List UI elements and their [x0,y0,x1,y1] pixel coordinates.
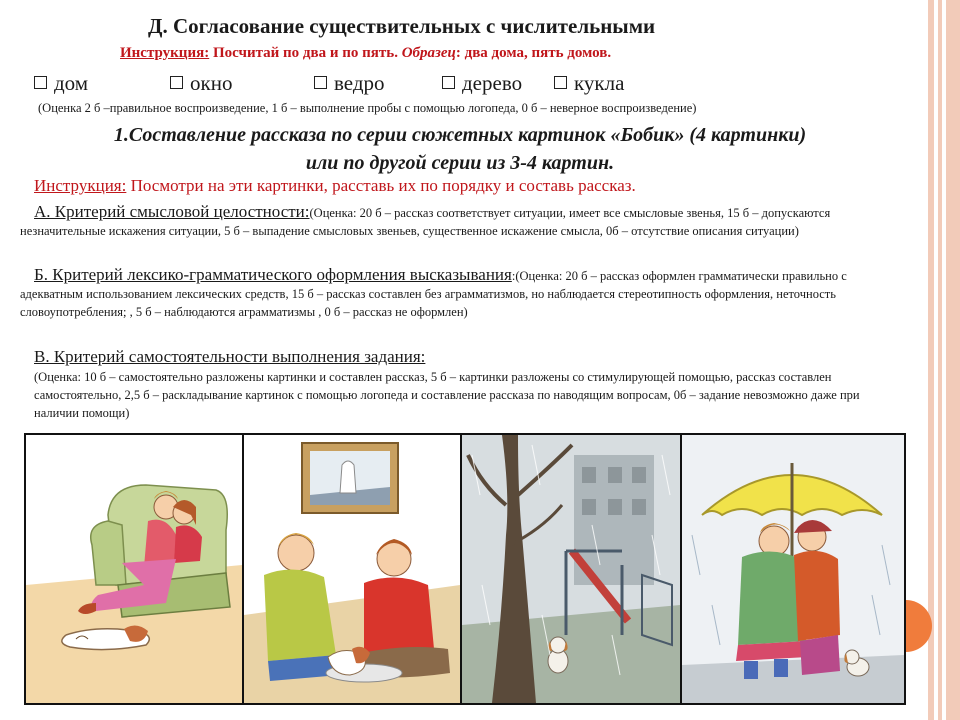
word-item [34,71,88,96]
deco-stripe [928,0,934,720]
criterion-text: :(Оценка: 20 б – рассказ оформлен грамматически правильно с адекватным использованием лексических средств, 15 б – рассказ составлен без аграмматизмов, но наблюдается стереотипность оформления, неточность словоупотребления; , 5 б – наблюдаются аграмматизмы , 0 б – рассказ не оформлен) [20,269,847,319]
checkbox-square-icon [34,76,47,89]
picture-children-feeding-puppy [244,435,462,703]
deco-stripe [938,0,942,720]
word-label: кукла [574,71,625,95]
checkbox-square-icon [314,76,327,89]
task-instruction [34,176,636,196]
word-item [314,71,385,96]
section-title [148,14,655,39]
picture-girls-under-umbrella-finding-puppy [682,435,904,703]
criterion-text: (Оценка: 10 б – самостоятельно разложены картинки и составлен рассказ, 5 б – картинки разложены со стимулирующей помощью, рассказ составлен самостоятельно, 2,5 б – раскладывание картинок с помощью логопеда и составление рассказа по наводящим вопросам, 0б – задание невозможно даже при наличии помощи) [34,370,860,420]
task-instruction-label: Инструкция: [34,176,127,195]
criterion-heading: А. Критерий смысловой целостности: [34,202,310,221]
instruction [120,45,611,62]
task-title-line2: или по другой серии из 3-4 картин. [305,152,615,174]
section-title-text: Д. Согласование существительных с числительными [148,14,656,38]
instruction-label: Инструкция: [120,45,210,61]
criterion-a [20,203,890,240]
word-item [554,71,624,96]
sample-text: : два дома, пять домов. [455,45,612,61]
checkbox-square-icon [170,76,183,89]
slide-content [20,0,900,720]
word-item [442,71,522,96]
word-item [170,71,232,96]
sample-label: Образец [401,45,456,61]
checkbox-square-icon [442,76,455,89]
criterion-c [20,348,890,422]
checkbox-square-icon [554,76,567,89]
criterion-text: (Оценка: 20 б – рассказ соответствует ситуации, имеет все смысловые звенья, 15 б – допускаются незначительные искажения ситуации, 5 б – выпадение смысловых звеньев, существенное искажение смысла, 0б – отсутствие описания ситуации) [20,206,831,238]
picture-girls-on-sofa-with-puppy [26,435,244,703]
picture-puppy-alone-in-rain [462,435,682,703]
story-pictures [24,433,906,705]
criterion-b [20,266,890,321]
deco-stripe [946,0,960,720]
word-label: окно [190,71,233,95]
word-label: ведро [334,71,385,95]
criterion-heading: Б. Критерий лексико-грамматического оформления высказывания [34,265,512,284]
criterion-heading: В. Критерий самостоятельности выполнения задания: [34,347,426,366]
task-instruction-text: Посмотри на эти картинки, расставь их по порядку и составь рассказ. [126,176,636,195]
instruction-text: Посчитай по два и по пять. [209,45,402,61]
word-label: дерево [462,71,523,95]
word-label: дом [54,71,89,95]
task-title-line1: 1.Составление рассказа по серии сюжетных картинок «Бобик» (4 картинки) [113,124,807,146]
score-note: (Оценка 2 б –правильное воспроизведение, 1 б – выполнение пробы с помощью логопеда, 0 б – неверное воспроизведение) [38,101,697,115]
